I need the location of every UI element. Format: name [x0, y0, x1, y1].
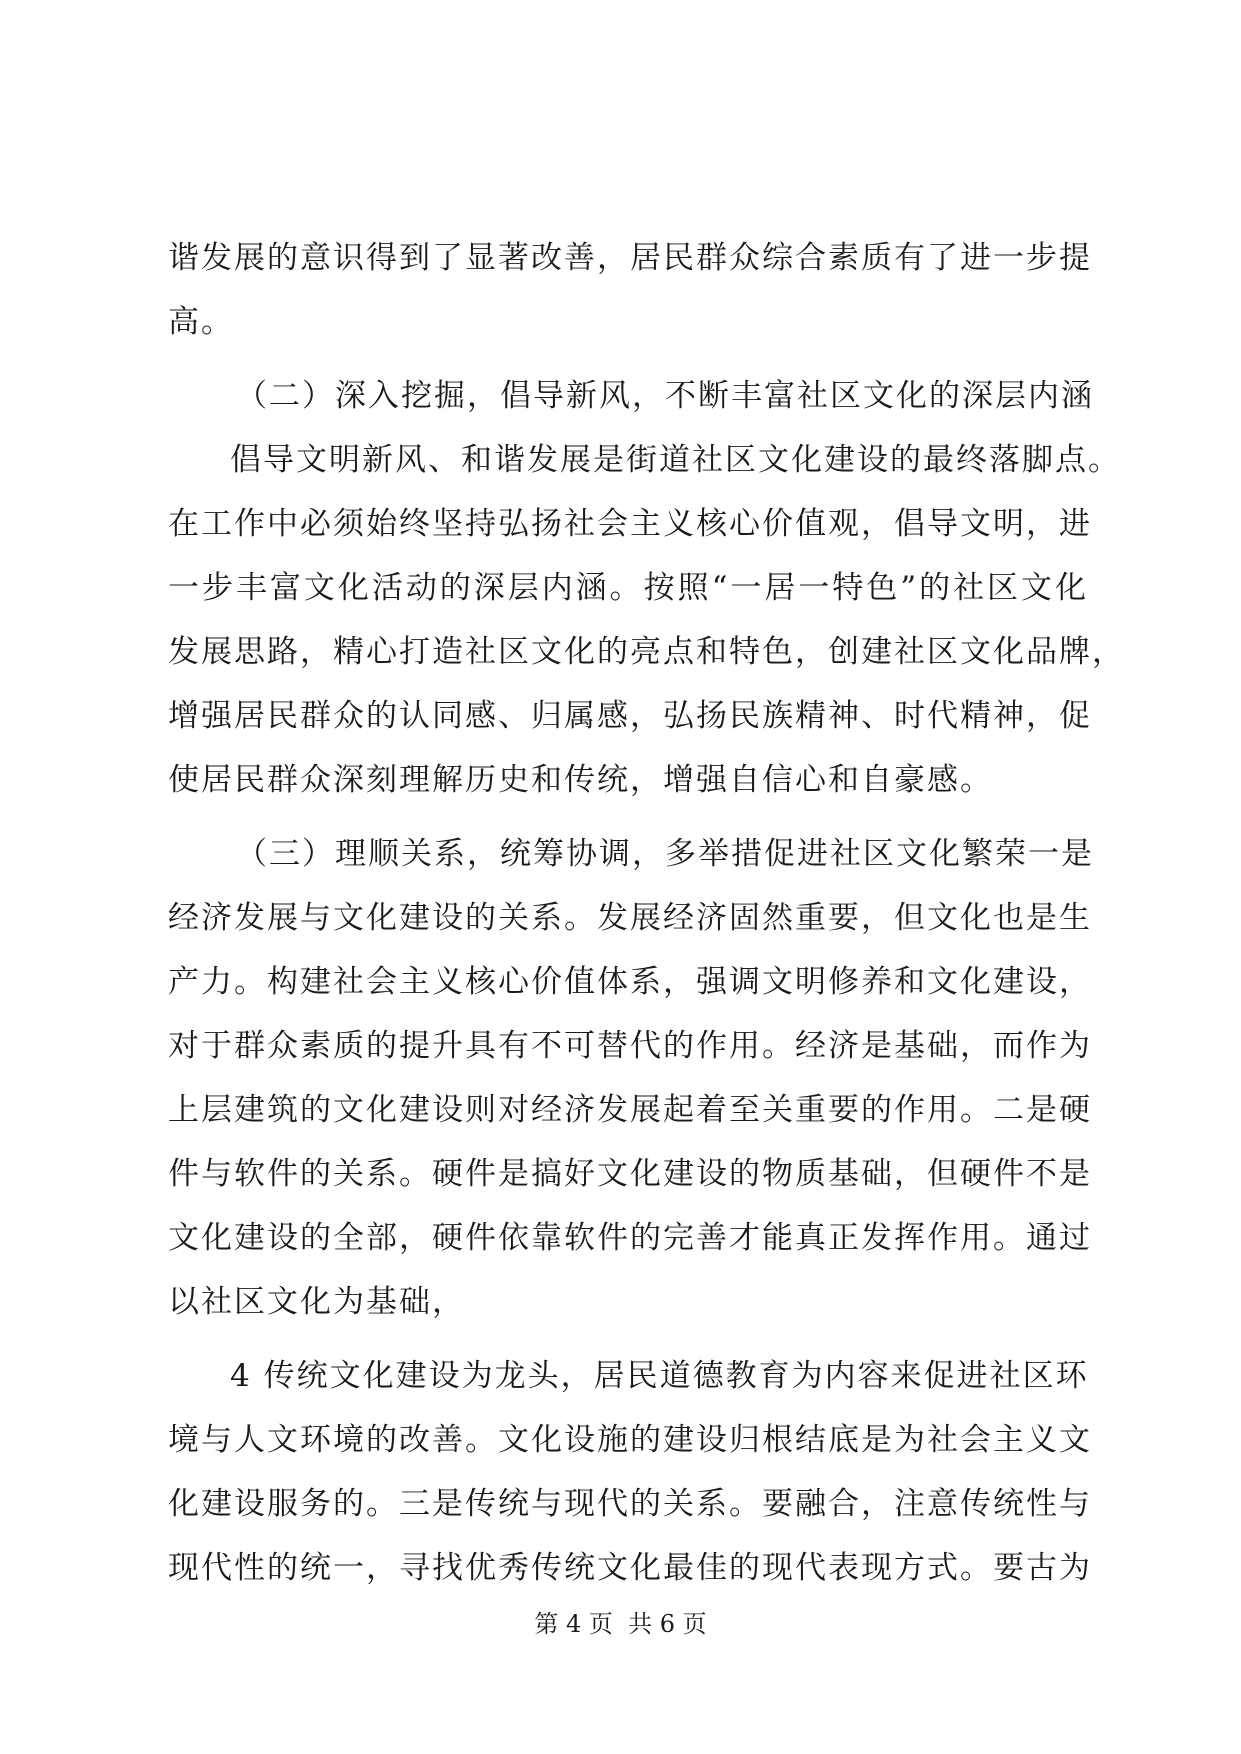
text-line: 以社区文化为基础，: [168, 1284, 465, 1320]
page-footer: [0, 1604, 1241, 1639]
page-number-label: 第 4 页 共 6 页: [534, 1610, 707, 1638]
text-line: 件与软件的关系。硬件是搞好文化建设的物质基础，但硬件不是: [168, 1156, 1092, 1192]
text-line: 在工作中必须始终坚持弘扬社会主义核心价值观，倡导文明，进: [168, 506, 1092, 542]
text-line: 产力。构建社会主义核心价值体系，强调文明修养和文化建设，: [168, 964, 1092, 1000]
text-line: 倡导文明新风、和谐发展是街道社区文化建设的最终落脚点。: [230, 442, 1121, 478]
text-line: 文化建设的全部，硬件依靠软件的完善才能真正发挥作用。通过: [168, 1220, 1092, 1256]
text-line: 使居民群众深刻理解历史和传统，增强自信心和自豪感。: [168, 762, 993, 798]
text-line: 谐发展的意识得到了显著改善，居民群众综合素质有了进一步提: [168, 240, 1092, 276]
text-line: 境与人文环境的改善。文化设施的建设归根结底是为社会主义文: [168, 1422, 1092, 1458]
text-line: 一步丰富文化活动的深层内涵。按照“一居一特色”的社区文化: [168, 570, 1088, 606]
section-heading: （三）理顺关系，统筹协调，多举措促进社区文化繁荣一是: [236, 836, 1094, 872]
text-line: 上层建筑的文化建设则对经济发展起着至关重要的作用。二是硬: [168, 1092, 1092, 1128]
text-line: 现代性的统一，寻找优秀传统文化最佳的现代表现方式。要古为: [168, 1550, 1092, 1586]
text-line: 增强居民群众的认同感、归属感，弘扬民族精神、时代精神，促: [168, 698, 1092, 734]
text-line: 4 传统文化建设为龙头，居民道德教育为内容来促进社区环: [230, 1358, 1089, 1394]
text-line: 发展思路，精心打造社区文化的亮点和特色，创建社区文化品牌，: [168, 634, 1125, 670]
text-line: 对于群众素质的提升具有不可替代的作用。经济是基础，而作为: [168, 1028, 1092, 1064]
document-body: [168, 226, 1125, 1600]
text-line: 化建设服务的。三是传统与现代的关系。要融合，注意传统性与: [168, 1486, 1092, 1522]
text-line: 经济发展与文化建设的关系。发展经济固然重要，但文化也是生: [168, 900, 1092, 936]
section-heading: （二）深入挖掘，倡导新风，不断丰富社区文化的深层内涵: [236, 378, 1094, 414]
text-line: 高。: [168, 304, 234, 340]
